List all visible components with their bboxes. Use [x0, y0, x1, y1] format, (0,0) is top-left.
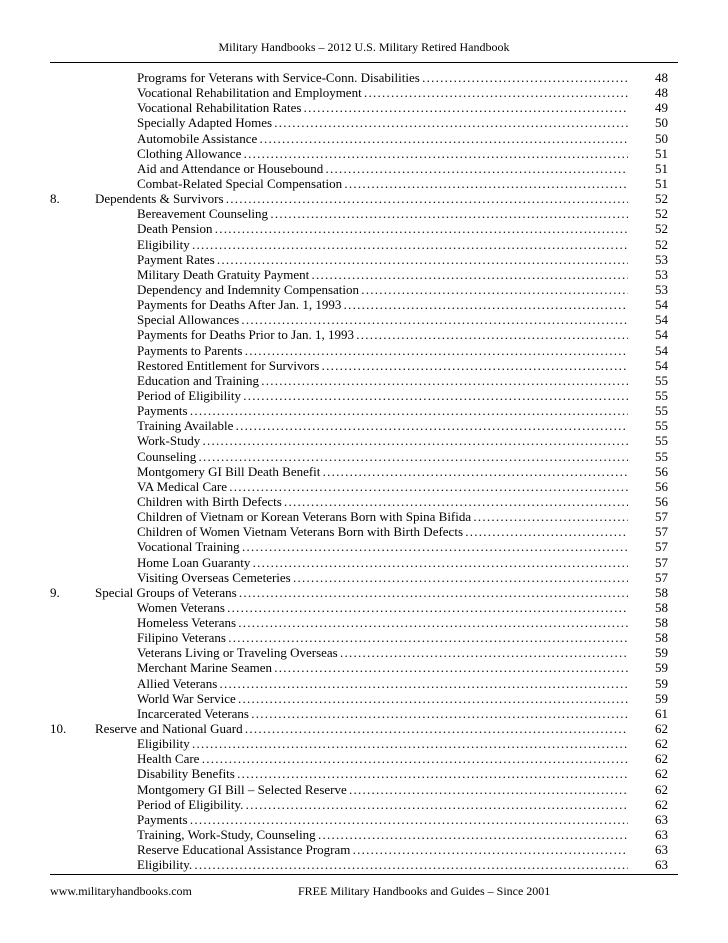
toc-entry-title: Military Death Gratuity Payment . . .	[137, 267, 628, 282]
toc-entry-title: Visiting Overseas Cemeteries . . .	[137, 570, 628, 585]
toc-entry-row[interactable]	[0, 282, 728, 297]
toc-entry-row[interactable]	[0, 312, 728, 327]
toc-entry-row[interactable]	[0, 70, 728, 85]
footer-tagline: FREE Military Handbooks and Guides – Since 2001	[298, 884, 551, 898]
toc-entry-row[interactable]	[0, 615, 728, 630]
page-header: Military Handbooks – 2012 U.S. Military Retired Handbook	[218, 40, 510, 54]
toc-page-number: 52	[655, 221, 668, 237]
toc-entry-row[interactable]	[0, 403, 728, 418]
toc-page-number: 55	[655, 418, 668, 434]
toc-entry-row[interactable]	[0, 358, 728, 373]
toc-page-number: 63	[655, 842, 668, 858]
toc-entry-title: Aid and Attendance or Housebound . . .	[137, 161, 628, 176]
toc-chapter-row[interactable]	[0, 585, 728, 600]
toc-page-number: 52	[655, 191, 668, 207]
toc-entry-title: Women Veterans . . .	[137, 600, 628, 615]
toc-entry-row[interactable]	[0, 100, 728, 115]
toc-page-number: 58	[655, 599, 668, 615]
toc-entry-row[interactable]	[0, 85, 728, 100]
footer-website-link[interactable]: www.militaryhandbooks.com	[50, 884, 192, 898]
toc-entry-title: Eligibility . . .	[137, 237, 628, 252]
toc-entry-title: Allied Veterans . . .	[137, 676, 628, 691]
toc-entry-row[interactable]	[0, 343, 728, 358]
toc-entry-title: Vocational Rehabilitation and Employment . . .	[137, 85, 628, 100]
toc-page-number: 50	[655, 115, 668, 131]
toc-entry-title: Payments . . .	[137, 403, 628, 418]
toc-entry-row[interactable]	[0, 267, 728, 282]
toc-entry-title: Specially Adapted Homes . . .	[137, 115, 628, 130]
toc-chapter-row[interactable]	[0, 721, 728, 736]
toc-entry-title: Incarcerated Veterans . . .	[137, 706, 628, 721]
toc-page-number: 57	[655, 539, 668, 555]
toc-entry-row[interactable]	[0, 660, 728, 675]
toc-page-number: 53	[655, 281, 668, 297]
toc-entry-row[interactable]	[0, 676, 728, 691]
toc-entry-title: Health Care . . .	[137, 751, 628, 766]
toc-entry-title: Children of Vietnam or Korean Veterans Born with Spina Bifida . . .	[137, 509, 628, 524]
toc-page-number: 62	[655, 721, 668, 737]
toc-entry-row[interactable]	[0, 857, 728, 872]
toc-entry-title: Payment Rates . . .	[137, 252, 628, 267]
toc-page-number: 56	[655, 493, 668, 509]
toc-page-number: 58	[655, 630, 668, 646]
toc-page-number: 54	[655, 327, 668, 343]
toc-entry-row[interactable]	[0, 736, 728, 751]
toc-chapter-row[interactable]	[0, 191, 728, 206]
toc-entry-row[interactable]	[0, 206, 728, 221]
toc-page-number: 55	[655, 403, 668, 419]
toc-entry-title: Vocational Training . . .	[137, 539, 628, 554]
toc-page-number: 62	[655, 796, 668, 812]
toc-entry-row[interactable]	[0, 570, 728, 585]
toc-page-number: 55	[655, 448, 668, 464]
toc-page-number: 62	[655, 751, 668, 767]
toc-entry-title: Payments . . .	[137, 812, 628, 827]
toc-page-number: 48	[655, 85, 668, 101]
toc-entry-row[interactable]	[0, 221, 728, 236]
toc-entry-row[interactable]	[0, 691, 728, 706]
toc-chapter-number: 8.	[50, 191, 60, 207]
toc-entry-title: Eligibility. . . .	[137, 857, 628, 872]
toc-chapter-number: 10.	[50, 721, 67, 737]
toc-page-number: 52	[655, 236, 668, 252]
toc-entry-title: Death Pension . . .	[137, 221, 628, 236]
toc-entry-row[interactable]	[0, 509, 728, 524]
toc-entry-title: VA Medical Care . . .	[137, 479, 628, 494]
toc-entry-row[interactable]	[0, 524, 728, 539]
toc-entry-row[interactable]	[0, 539, 728, 554]
toc-entry-row[interactable]	[0, 842, 728, 857]
toc-entry-title: Children of Women Vietnam Veterans Born with Birth Defects . . .	[137, 524, 628, 539]
toc-entry-row[interactable]	[0, 176, 728, 191]
toc-page-number: 49	[655, 100, 668, 116]
toc-entry-title: Special Groups of Veterans . . .	[95, 585, 628, 600]
toc-entry-row[interactable]	[0, 373, 728, 388]
toc-entry-title: Dependents & Survivors . . .	[95, 191, 628, 206]
toc-entry-row[interactable]	[0, 464, 728, 479]
toc-entry-title: Payments for Deaths Prior to Jan. 1, 1993 . . .	[137, 327, 628, 342]
toc-entry-row[interactable]	[0, 449, 728, 464]
toc-page-number: 57	[655, 554, 668, 570]
toc-page-number: 51	[655, 175, 668, 191]
toc-entry-title: Merchant Marine Seamen . . .	[137, 660, 628, 675]
toc-page-number: 59	[655, 690, 668, 706]
toc-page-number: 57	[655, 509, 668, 525]
toc-page-number: 61	[655, 705, 668, 721]
toc-entry-row[interactable]	[0, 327, 728, 342]
toc-entry-title: Clothing Allowance . . .	[137, 146, 628, 161]
toc-entry-title: Montgomery GI Bill – Selected Reserve . . .	[137, 782, 628, 797]
toc-entry-title: Period of Eligibility . . .	[137, 388, 628, 403]
toc-page-number: 53	[655, 266, 668, 282]
toc-entry-row[interactable]	[0, 494, 728, 509]
toc-page-number: 63	[655, 857, 668, 873]
toc-page-number: 56	[655, 463, 668, 479]
toc-page-number: 59	[655, 660, 668, 676]
toc-entry-row[interactable]	[0, 237, 728, 252]
toc-entry-row[interactable]	[0, 600, 728, 615]
toc-entry-row[interactable]	[0, 782, 728, 797]
toc-entry-title: Veterans Living or Traveling Overseas . . .	[137, 645, 628, 660]
toc-page-number: 57	[655, 569, 668, 585]
toc-page-number: 63	[655, 811, 668, 827]
toc-entry-row[interactable]	[0, 751, 728, 766]
header-divider	[50, 62, 678, 63]
toc-page-number: 48	[655, 70, 668, 85]
toc-entry-row[interactable]	[0, 797, 728, 812]
toc-page-number: 58	[655, 584, 668, 600]
toc-page-number: 53	[655, 251, 668, 267]
toc-entry-title: Special Allowances . . .	[137, 312, 628, 327]
toc-entry-row[interactable]	[0, 161, 728, 176]
toc-entry-title: Montgomery GI Bill Death Benefit . . .	[137, 464, 628, 479]
toc-entry-title: Bereavement Counseling . . .	[137, 206, 628, 221]
toc-entry-title: Reserve Educational Assistance Program . . .	[137, 842, 628, 857]
toc-entry-title: Education and Training . . .	[137, 373, 628, 388]
toc-entry-title: Restored Entitlement for Survivors . . .	[137, 358, 628, 373]
toc-entry-title: Period of Eligibility. . . .	[137, 797, 628, 812]
toc-page-number: 56	[655, 478, 668, 494]
footer-divider	[50, 874, 678, 875]
toc-page-number: 55	[655, 372, 668, 388]
toc-entry-title: Eligibility . . .	[137, 736, 628, 751]
toc-page-number: 59	[655, 675, 668, 691]
toc-entry-title: Reserve and National Guard . . .	[95, 721, 628, 736]
toc-page-number: 50	[655, 130, 668, 146]
toc-entry-title: Disability Benefits . . .	[137, 766, 628, 781]
toc-entry-row[interactable]	[0, 645, 728, 660]
toc-entry-row[interactable]	[0, 479, 728, 494]
toc-entry-title: Home Loan Guaranty . . .	[137, 555, 628, 570]
toc-entry-title: Homeless Veterans . . .	[137, 615, 628, 630]
toc-page-number: 62	[655, 736, 668, 752]
toc-entry-row[interactable]	[0, 433, 728, 448]
toc-entry-row[interactable]	[0, 388, 728, 403]
toc-entry-title: World War Service . . .	[137, 691, 628, 706]
toc-entry-title: Vocational Rehabilitation Rates . . .	[137, 100, 628, 115]
toc-entry-row[interactable]	[0, 706, 728, 721]
toc-entry-title: Filipino Veterans . . .	[137, 630, 628, 645]
toc-page-number: 55	[655, 387, 668, 403]
toc-entry-title: Training Available . . .	[137, 418, 628, 433]
toc-entry-title: Work-Study . . .	[137, 433, 628, 448]
toc-page-number: 54	[655, 297, 668, 313]
toc-entry-row[interactable]	[0, 131, 728, 146]
toc-entry-row[interactable]	[0, 418, 728, 433]
toc-entry-row[interactable]	[0, 297, 728, 312]
toc-page-number: 58	[655, 615, 668, 631]
toc-entry-row[interactable]	[0, 630, 728, 645]
toc-entry-row[interactable]	[0, 827, 728, 842]
toc-page-number: 51	[655, 160, 668, 176]
toc-entry-title: Children with Birth Defects . . .	[137, 494, 628, 509]
toc-entry-title: Automobile Assistance . . .	[137, 131, 628, 146]
toc-entry-row[interactable]	[0, 812, 728, 827]
toc-page-number: 59	[655, 645, 668, 661]
toc-entry-title: Payments to Parents . . .	[137, 343, 628, 358]
toc-chapter-number: 9.	[50, 584, 60, 600]
toc-entry-title: Dependency and Indemnity Compensation . . .	[137, 282, 628, 297]
table-of-contents	[0, 70, 728, 872]
toc-page-number: 54	[655, 342, 668, 358]
toc-entry-title: Combat-Related Special Compensation . . .	[137, 176, 628, 191]
toc-page-number: 51	[655, 145, 668, 161]
toc-entry-row[interactable]	[0, 766, 728, 781]
toc-entry-title: Payments for Deaths After Jan. 1, 1993 . . .	[137, 297, 628, 312]
toc-page-number: 62	[655, 766, 668, 782]
toc-entry-title: Training, Work-Study, Counseling . . .	[137, 827, 628, 842]
toc-page-number: 52	[655, 206, 668, 222]
toc-page-number: 54	[655, 357, 668, 373]
toc-page-number: 54	[655, 312, 668, 328]
toc-entry-row[interactable]	[0, 115, 728, 130]
toc-entry-row[interactable]	[0, 146, 728, 161]
toc-page-number: 55	[655, 433, 668, 449]
toc-page-number: 62	[655, 781, 668, 797]
toc-entry-row[interactable]	[0, 555, 728, 570]
toc-entry-row[interactable]	[0, 252, 728, 267]
toc-entry-title: Programs for Veterans with Service-Conn. Disabilities . . .	[137, 70, 628, 85]
toc-page-number: 63	[655, 827, 668, 843]
toc-entry-title: Counseling . . .	[137, 449, 628, 464]
toc-page-number: 57	[655, 524, 668, 540]
